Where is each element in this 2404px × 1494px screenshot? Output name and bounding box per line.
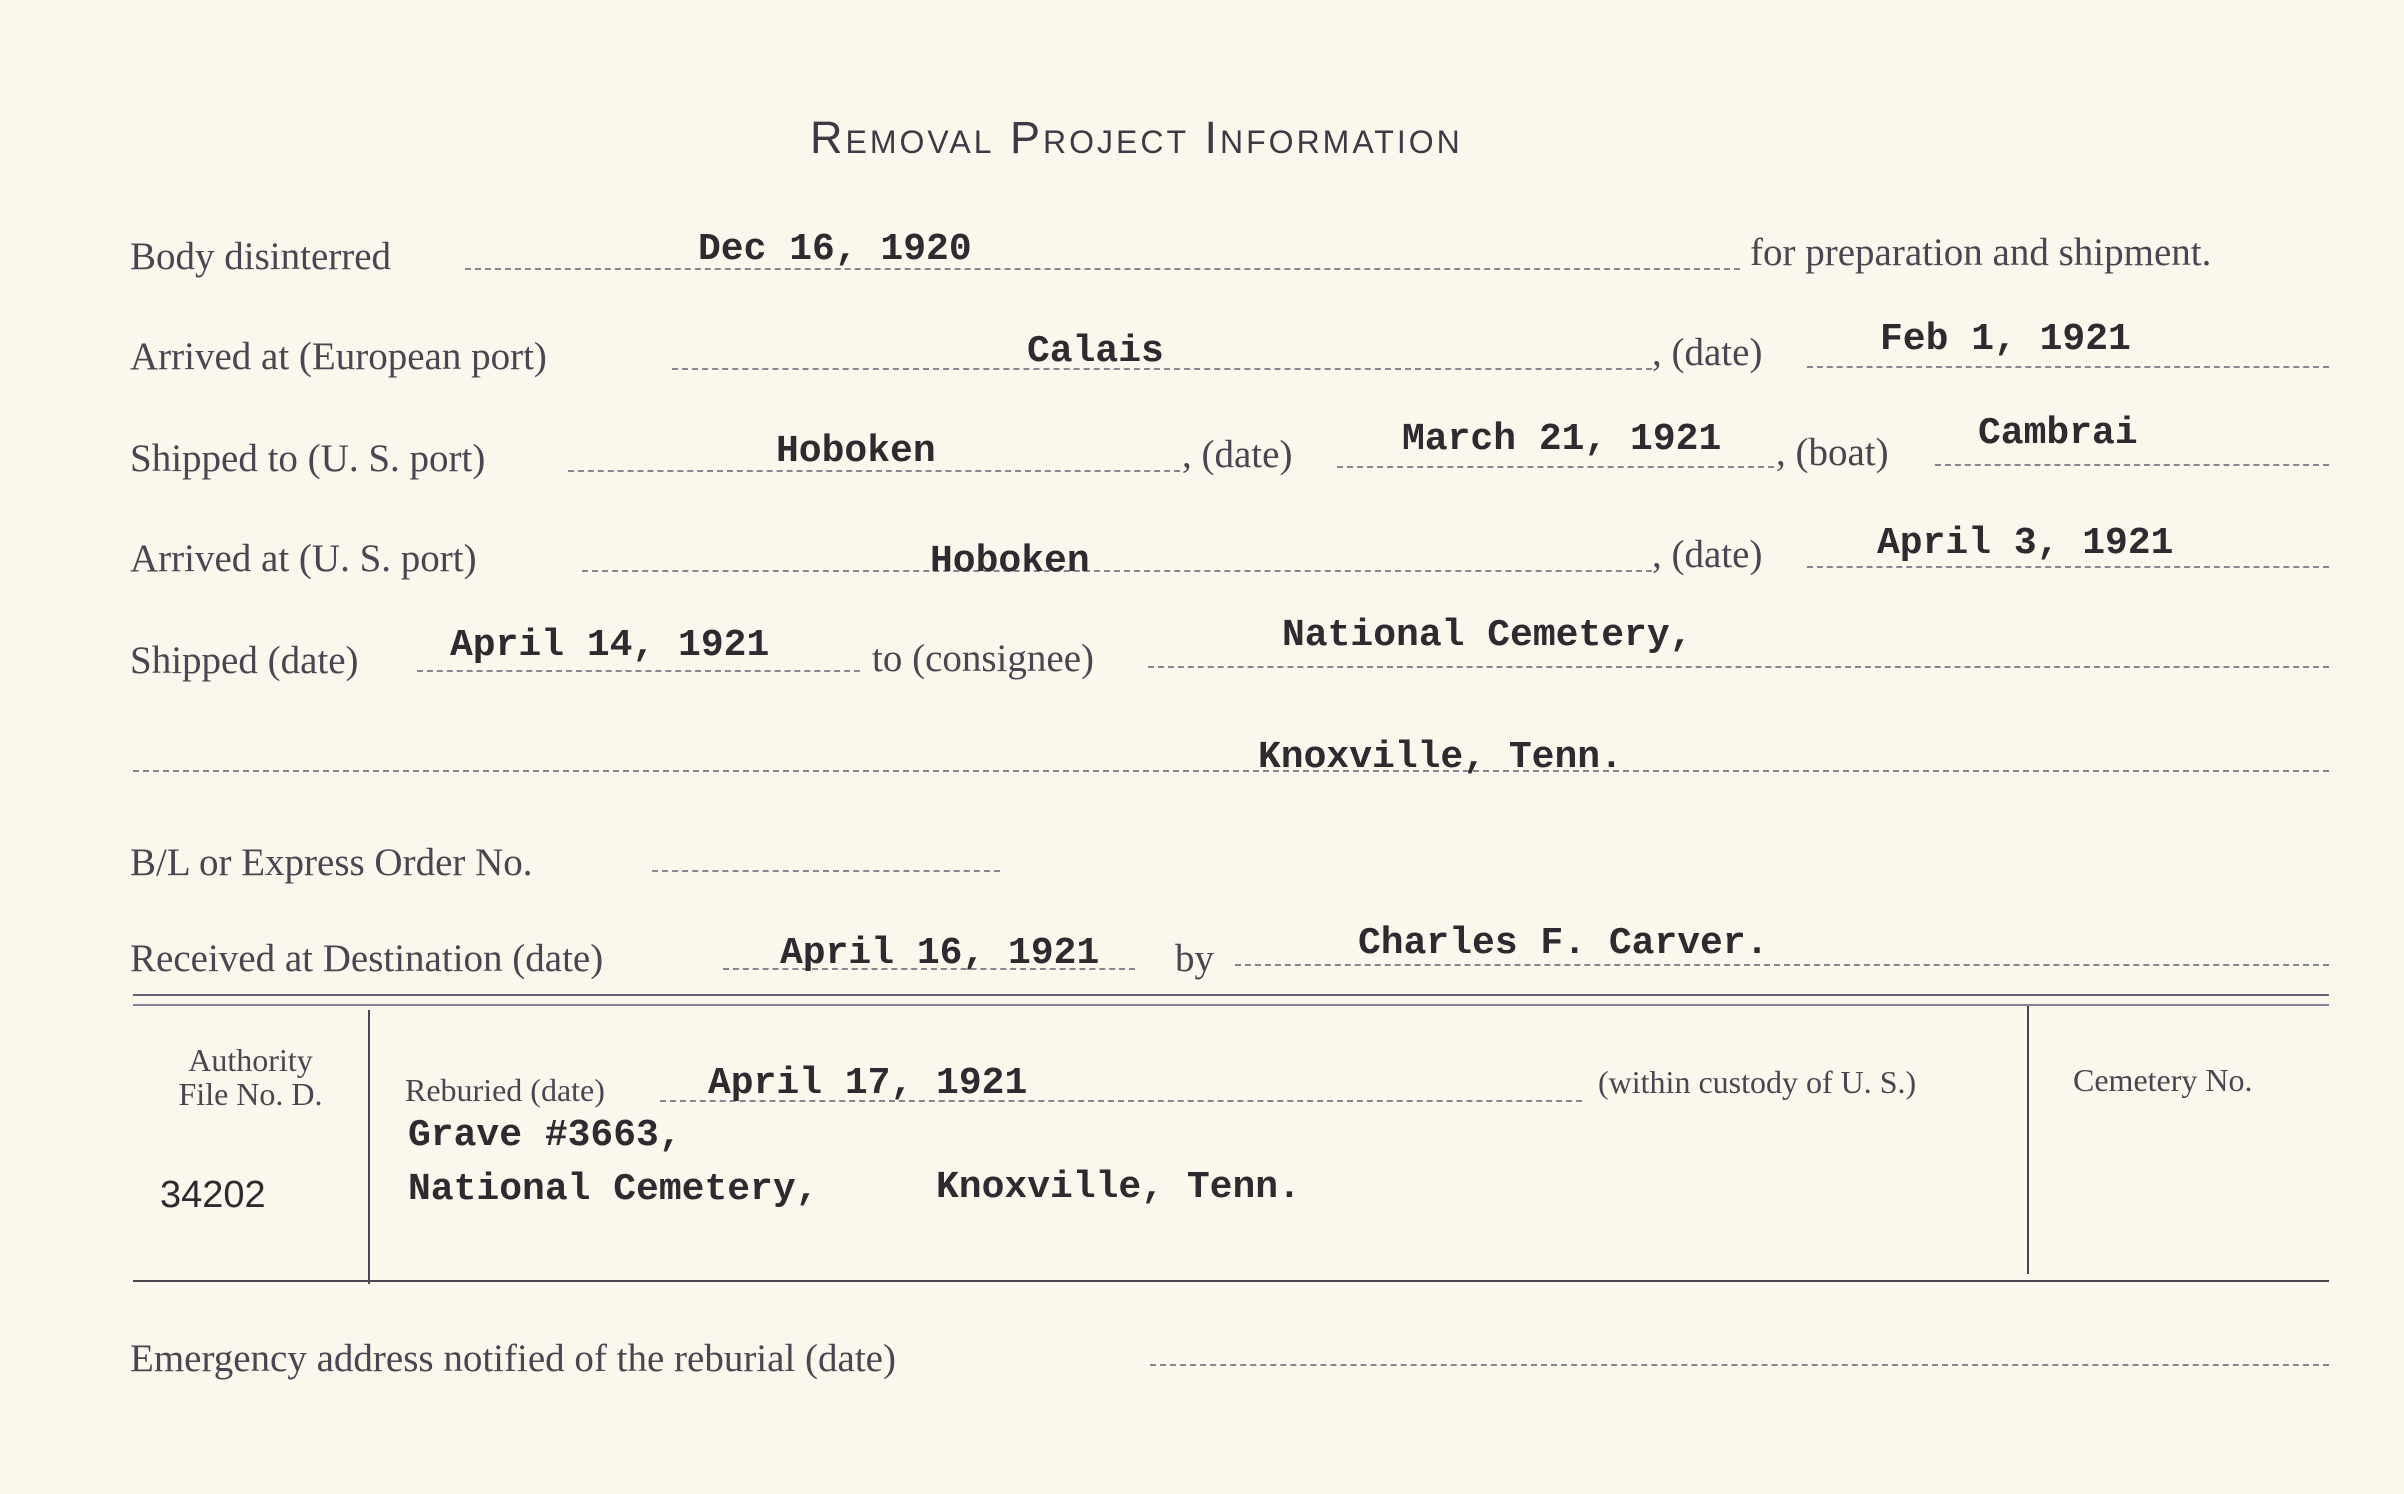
consignee-value-2: Knoxville, Tenn.: [1258, 736, 1623, 779]
shipped-us-date-value: March 21, 1921: [1402, 418, 1722, 461]
table-divider-2: [2027, 1006, 2029, 1274]
boat-label: , (boat): [1776, 431, 1889, 474]
table-top-rule-1: [133, 994, 2329, 996]
reburied-value: April 17, 1921: [708, 1062, 1028, 1105]
body-disinterred-value: Dec 16, 1920: [698, 228, 972, 271]
arrived-us-label: Arrived at (U. S. port): [130, 537, 477, 580]
authority-value: 34202: [160, 1174, 266, 1216]
arrived-us-line: [582, 570, 1652, 572]
boat-line: [1935, 464, 2329, 466]
shipped-date-value: April 14, 1921: [450, 624, 770, 667]
emergency-label: Emergency address notified of the reburial (date): [130, 1337, 896, 1380]
cemetery-line-a: National Cemetery,: [408, 1168, 819, 1211]
authority-label-2: File No. D.: [178, 1076, 323, 1112]
arrived-eu-date-label: , (date): [1652, 331, 1763, 374]
shipped-us-date-label: , (date): [1182, 433, 1293, 476]
consignee-value-1: National Cemetery,: [1282, 614, 1693, 657]
shipped-us-value: Hoboken: [776, 430, 936, 473]
arrived-eu-date-value: Feb 1, 1921: [1880, 318, 2131, 361]
arrived-us-value: Hoboken: [930, 540, 1090, 583]
emergency-line: [1150, 1364, 2329, 1366]
bl-label: B/L or Express Order No.: [130, 841, 533, 884]
shipped-date-label: Shipped (date): [130, 639, 359, 682]
body-disinterred-line: [465, 268, 1740, 270]
consignee-line-2: [133, 770, 2329, 772]
shipped-us-date-line: [1337, 466, 1774, 468]
table-top-rule-2: [133, 1004, 2329, 1006]
cemetery-no-label: Cemetery No.: [2073, 1062, 2253, 1098]
grave-line: Grave #3663,: [408, 1114, 682, 1157]
arrived-eu-label: Arrived at (European port): [130, 335, 547, 378]
boat-value: Cambrai: [1978, 412, 2138, 455]
shipped-date-line: [417, 670, 860, 672]
authority-label-1: Authority: [188, 1042, 313, 1078]
received-by-value: Charles F. Carver.: [1358, 922, 1769, 965]
received-label: Received at Destination (date): [130, 937, 604, 980]
body-disinterred-label: Body disinterred: [130, 235, 392, 278]
arrived-us-date-value: April 3, 1921: [1877, 522, 2174, 565]
shipped-us-label: Shipped to (U. S. port): [130, 437, 486, 480]
bl-line: [652, 870, 1000, 872]
arrived-eu-value: Calais: [1027, 330, 1164, 373]
table-divider-1: [368, 1010, 370, 1284]
table-bottom-rule: [133, 1280, 2329, 1282]
consignee-line-1: [1148, 666, 2329, 668]
custody-label: (within custody of U. S.): [1598, 1064, 1917, 1100]
received-by-label: by: [1175, 937, 1214, 980]
arrived-us-date-label: , (date): [1652, 533, 1763, 576]
card-title: Removal Project Information: [810, 112, 1463, 163]
arrived-us-date-line: [1807, 566, 2329, 568]
body-disinterred-suffix: for preparation and shipment.: [1750, 231, 2212, 274]
consignee-label: to (consignee): [872, 637, 1095, 680]
cemetery-line-b: Knoxville, Tenn.: [936, 1166, 1301, 1209]
reburied-label: Reburied (date): [405, 1072, 605, 1108]
received-value: April 16, 1921: [780, 932, 1100, 975]
arrived-eu-date-line: [1807, 366, 2329, 368]
